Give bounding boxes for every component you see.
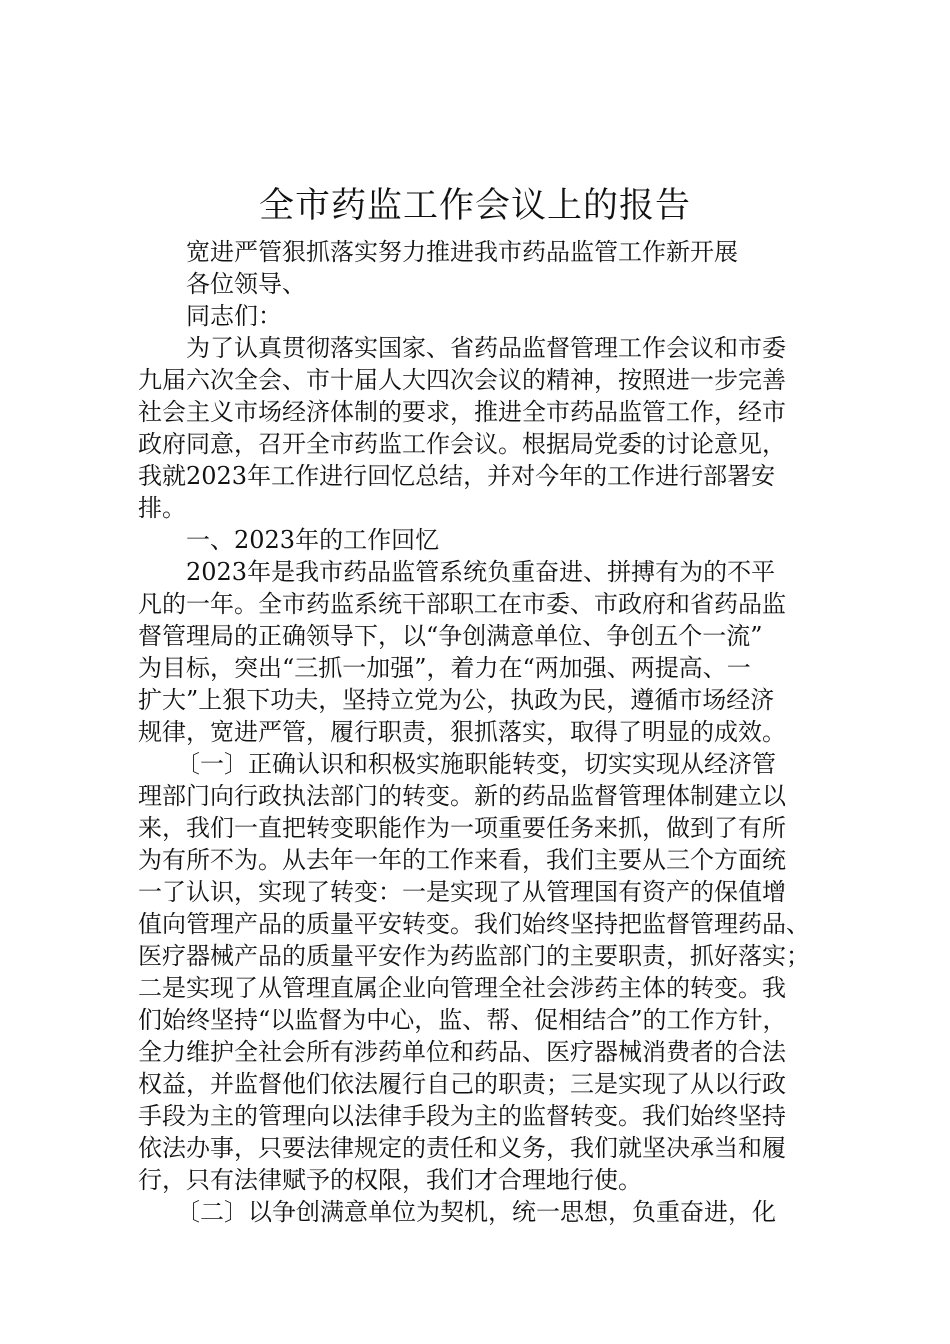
paragraph-line: 为有所不为。从去年一年的工作来看，我们主要从三个方面统 xyxy=(138,846,786,874)
paragraph-line: 扩大”上狠下功夫，坚持立党为公，执政为民，遵循市场经济 xyxy=(138,686,775,714)
paragraph-line: 理部门向行政执法部门的转变。新的药品监督管理体制建立以 xyxy=(138,782,786,810)
paragraph-line: 为了认真贯彻落实国家、省药品监督管理工作会议和市委 xyxy=(186,334,786,362)
paragraph-line: 我就2023年工作进行回忆总结，并对今年的工作进行部署安 xyxy=(138,462,776,490)
paragraph-line: 来，我们一直把转变职能作为一项重要任务来抓，做到了有所 xyxy=(138,814,786,842)
paragraph-line: 规律，宽进严管，履行职责，狠抓落实，取得了明显的成效。 xyxy=(138,718,786,746)
paragraph-line: 二是实现了从管理直属企业向管理全社会涉药主体的转变。我 xyxy=(138,974,786,1002)
paragraph-line: 督管理局的正确领导下，以“争创满意单位、争创五个一流” xyxy=(138,622,763,650)
section-heading: 一、2023年的工作回忆 xyxy=(186,526,440,554)
paragraph-line: 凡的一年。全市药监系统干部职工在市委、市政府和省药品监 xyxy=(138,590,786,618)
paragraph-line: 依法办事，只要法律规定的责任和义务，我们就坚决承当和履 xyxy=(138,1134,786,1162)
paragraph-line: 一了认识，实现了转变：一是实现了从管理国有资产的保值增 xyxy=(138,878,786,906)
subtitle-line: 宽进严管狠抓落实努力推进我市药品监管工作新开展 xyxy=(186,238,738,266)
paragraph-line: 全力维护全社会所有涉药单位和药品、医疗器械消费者的合法 xyxy=(138,1038,786,1066)
paragraph-line: 排。 xyxy=(138,494,186,522)
paragraph-line: 行，只有法律赋予的权限，我们才合理地行使。 xyxy=(138,1166,642,1194)
salutation-line: 各位领导、 xyxy=(186,270,306,298)
paragraph-line: 为目标，突出“三抓一加强”，着力在“两加强、两提高、一 xyxy=(138,654,751,682)
paragraph-line: 医疗器械产品的质量平安作为药监部门的主要职责，抓好落实； xyxy=(138,942,810,970)
document-title: 全市药监工作会议上的报告 xyxy=(258,186,691,226)
paragraph-line: 政府同意，召开全市药监工作会议。根据局党委的讨论意见， xyxy=(138,430,786,458)
paragraph-line: 值向管理产品的质量平安转变。我们始终坚持把监督管理药品、 xyxy=(138,910,810,938)
paragraph-line: 社会主义市场经济体制的要求，推进全市药品监管工作，经市 xyxy=(138,398,786,426)
paragraph-line: 2023年是我市药品监管系统负重奋进、拼搏有为的不平 xyxy=(186,558,776,586)
paragraph-line: 们始终坚持“以监督为中心，监、帮、促相结合”的工作方针， xyxy=(138,1006,787,1034)
paragraph-line: 〔一〕正确认识和积极实施职能转变，切实实现从经济管 xyxy=(176,750,776,778)
paragraph-line: 〔二〕以争创满意单位为契机，统一思想，负重奋进，化 xyxy=(176,1198,776,1226)
paragraph-line: 权益，并监督他们依法履行自己的职责；三是实现了从以行政 xyxy=(138,1070,786,1098)
salutation-line: 同志们： xyxy=(186,302,282,330)
paragraph-line: 手段为主的管理向以法律手段为主的监督转变。我们始终坚持 xyxy=(138,1102,786,1130)
paragraph-line: 九届六次全会、市十届人大四次会议的精神，按照进一步完善 xyxy=(138,366,786,394)
